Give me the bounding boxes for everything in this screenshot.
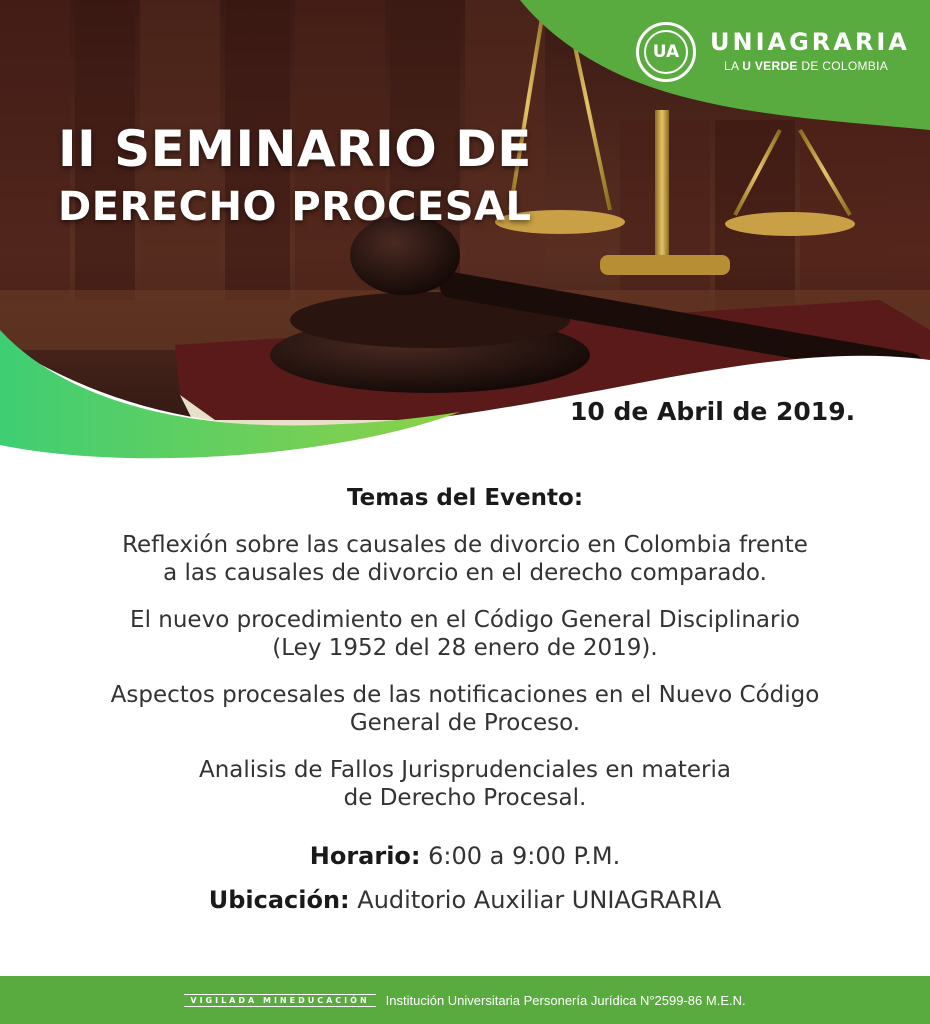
topic-item: Analisis de Fallos Jurisprudenciales en materia de Derecho Procesal. (198, 757, 732, 811)
uniagraria-logo (636, 22, 926, 82)
schedule-value: 6:00 a 9:00 P.M. (428, 842, 621, 870)
schedule-line (0, 842, 930, 870)
vigilada-badge: VIGILADA MINEDUCACIÓN (184, 994, 375, 1007)
footer-bar (0, 976, 930, 1024)
topic-item: Aspectos procesales de las notificaciones en el Nuevo Código General de Proceso. (110, 682, 820, 736)
hero-banner (0, 0, 930, 460)
topic-item: El nuevo procedimiento en el Código General Disciplinario (Ley 1952 del 28 enero de 2019). (130, 607, 800, 661)
location-line (0, 886, 930, 914)
location-value: Auditorio Auxiliar UNIAGRARIA (357, 886, 722, 914)
topic-item: Reflexión sobre las causales de divorcio en Colombia frente a las causales de divorcio en el derecho comparado. (122, 532, 808, 586)
brand-tagline (724, 59, 888, 73)
schedule-label: Horario: (309, 842, 421, 870)
brand-name: UNIAGRARIA (710, 28, 910, 56)
title-line-2: DERECHO PROCESAL (58, 184, 532, 230)
tagline-suffix: DE COLOMBIA (801, 59, 889, 73)
event-details (0, 485, 930, 914)
event-title (58, 118, 532, 234)
event-date: 10 de Abril de 2019. (570, 397, 856, 426)
tagline-prefix: LA (724, 59, 739, 73)
tagline-bold: U VERDE (742, 59, 798, 73)
seal-text: UA (644, 30, 688, 74)
institution-text: Institución Universitaria Personería Jurídica N°2599-86 M.E.N. (385, 992, 746, 1008)
location-label: Ubicación: (208, 886, 350, 914)
title-line-1: II SEMINARIO DE (58, 120, 532, 178)
ua-seal-icon (636, 22, 696, 82)
topics-heading: Temas del Evento: (346, 485, 584, 511)
